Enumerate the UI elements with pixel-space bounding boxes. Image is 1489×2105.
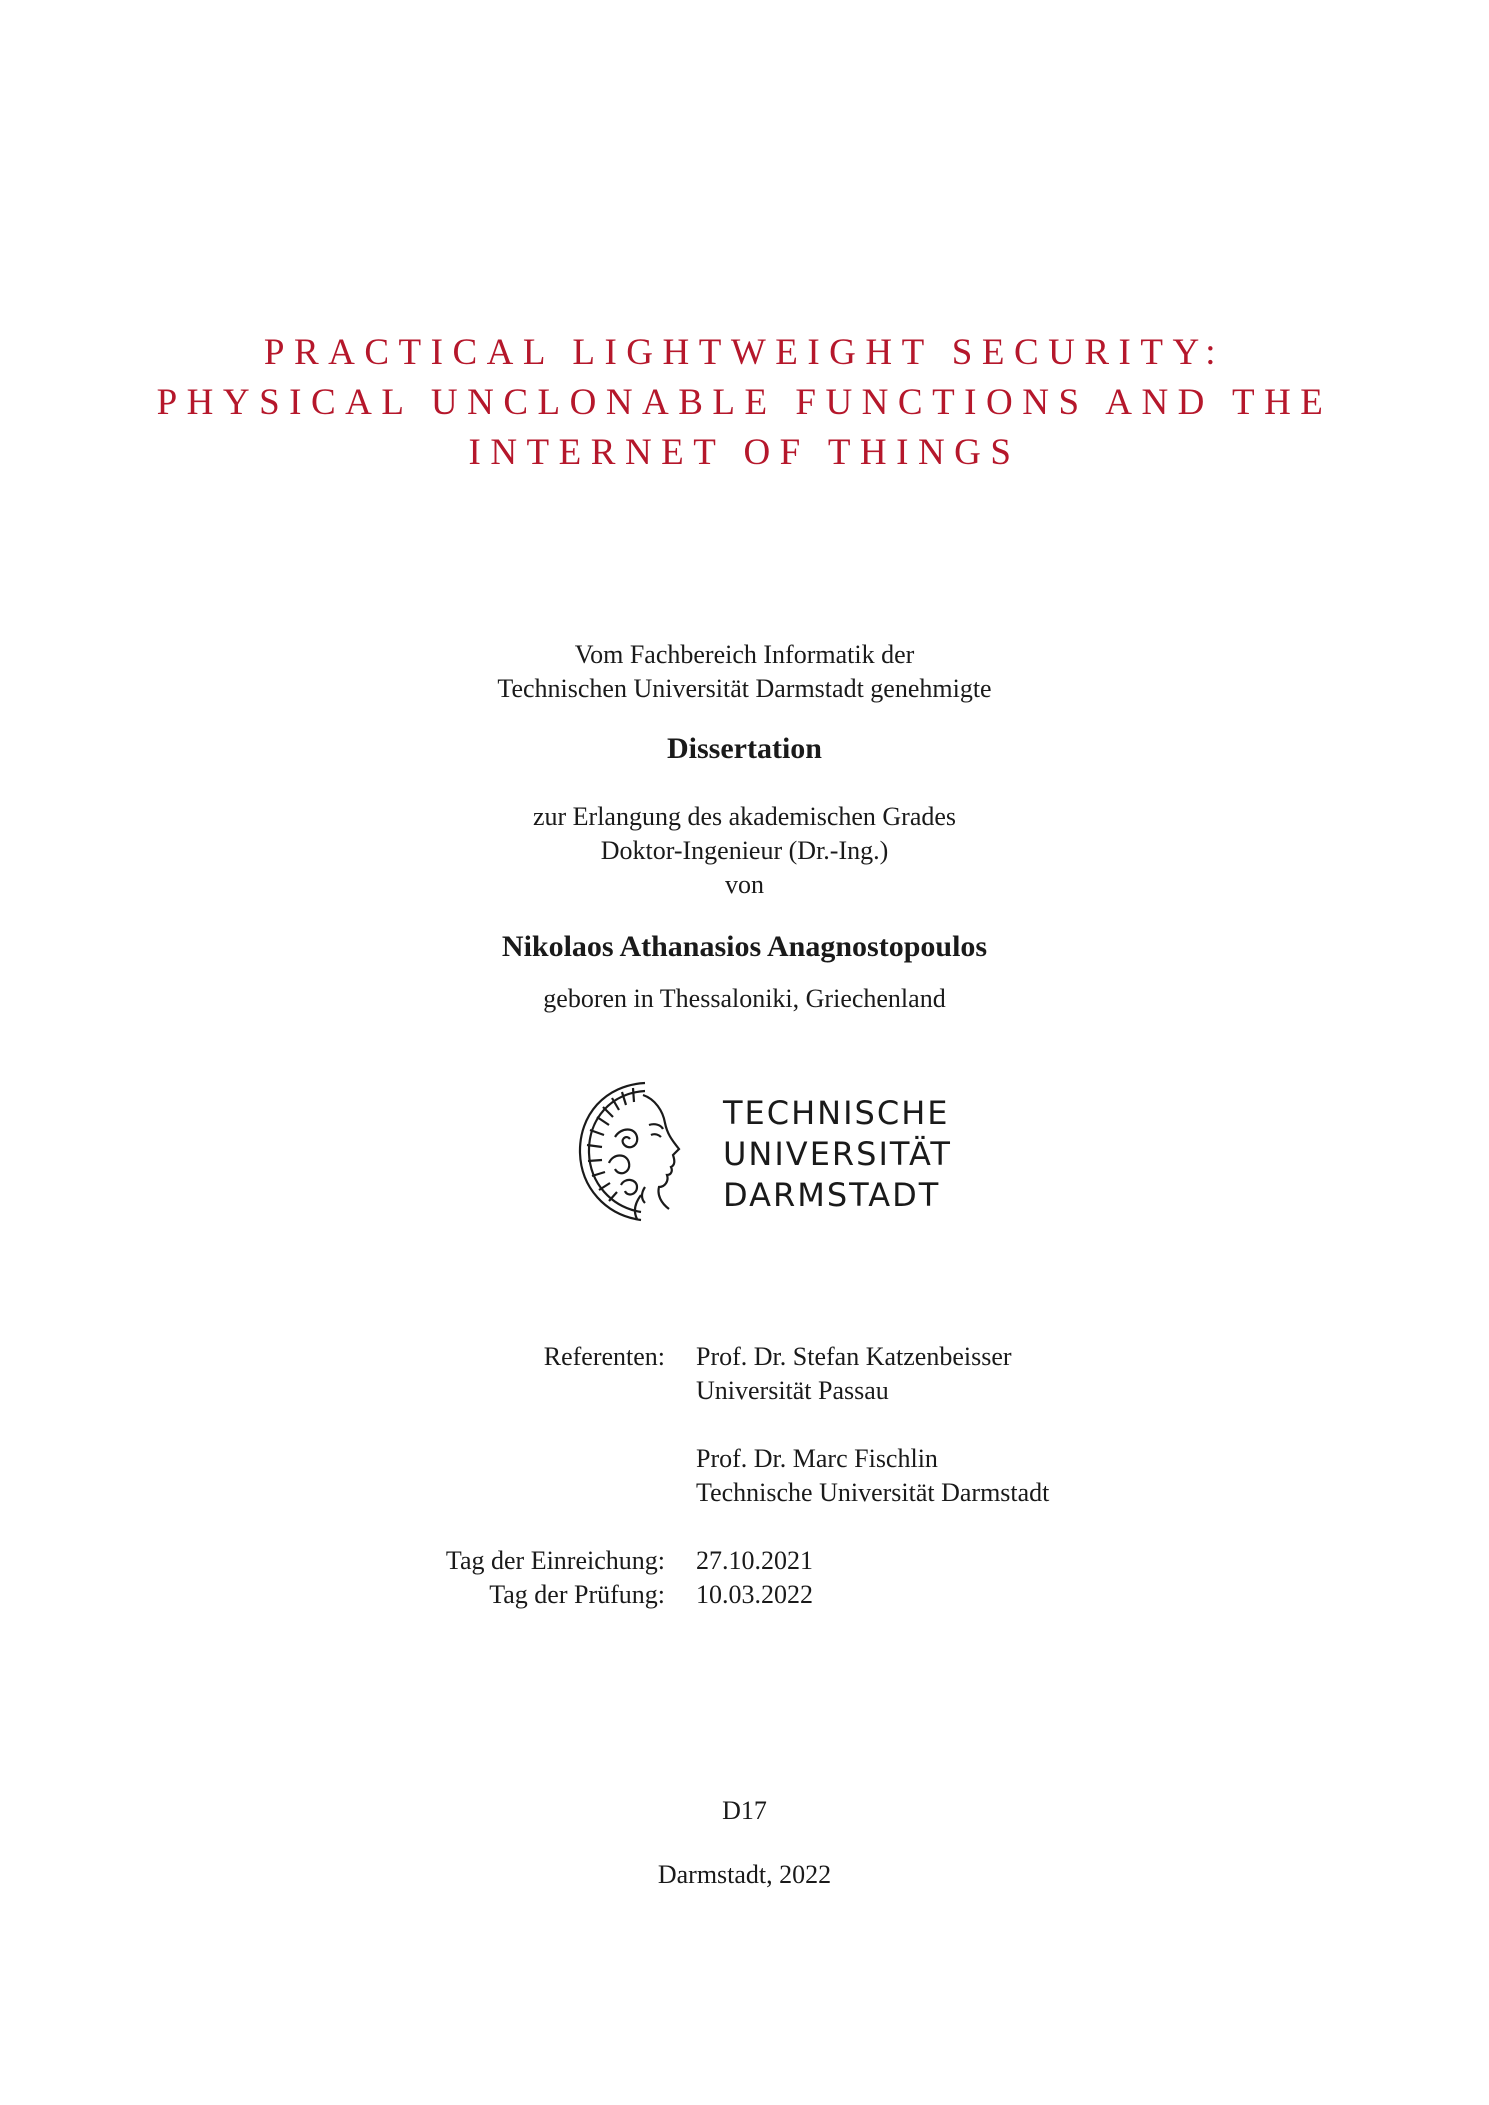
title-line-2: PHYSICAL UNCLONABLE FUNCTIONS AND THE: [156, 382, 1333, 423]
submission-date-label: Tag der Einreichung:: [445, 1546, 665, 1575]
referees-label: Referenten:: [543, 1342, 665, 1371]
exam-date-label: Tag der Prüfung:: [489, 1580, 665, 1609]
degree-line-2: Doktor-Ingenieur (Dr.-Ing.): [600, 836, 889, 865]
author-birthplace: geboren in Thessaloniki, Griechenland: [543, 984, 946, 1013]
approval-line-2: Technischen Universität Darmstadt genehmigte: [497, 674, 992, 703]
referee-1-name: Prof. Dr. Stefan Katzenbeisser: [696, 1342, 1012, 1371]
title-line-1: PRACTICAL LIGHTWEIGHT SECURITY:: [263, 332, 1226, 373]
dissertation-code: D17: [722, 1796, 767, 1825]
exam-date-value: 10.03.2022: [696, 1580, 813, 1609]
author-name: Nikolaos Athanasios Anagnostopoulos: [501, 930, 988, 963]
referee-2-affiliation: Technische Universität Darmstadt: [696, 1478, 1050, 1507]
logo-line-3: DARMSTADT: [723, 1176, 941, 1214]
referee-2-name: Prof. Dr. Marc Fischlin: [696, 1444, 938, 1473]
document-type: Dissertation: [667, 732, 822, 765]
place-and-year: Darmstadt, 2022: [657, 1860, 832, 1889]
approval-line-1: Vom Fachbereich Informatik der: [574, 640, 915, 669]
logo-line-2: UNIVERSITÄT: [723, 1135, 952, 1173]
athena-head-icon: [575, 1075, 705, 1225]
title-line-3: INTERNET OF THINGS: [468, 432, 1021, 473]
logo-line-1: TECHNISCHE: [723, 1094, 950, 1132]
submission-date-value: 27.10.2021: [696, 1546, 813, 1575]
degree-line-1: zur Erlangung des akademischen Grades: [532, 802, 957, 831]
referee-1-affiliation: Universität Passau: [696, 1376, 889, 1405]
thesis-title: [0, 328, 1489, 478]
university-logo-text: [723, 1093, 952, 1216]
university-logo: [575, 1075, 975, 1225]
degree-line-3: von: [725, 870, 764, 899]
